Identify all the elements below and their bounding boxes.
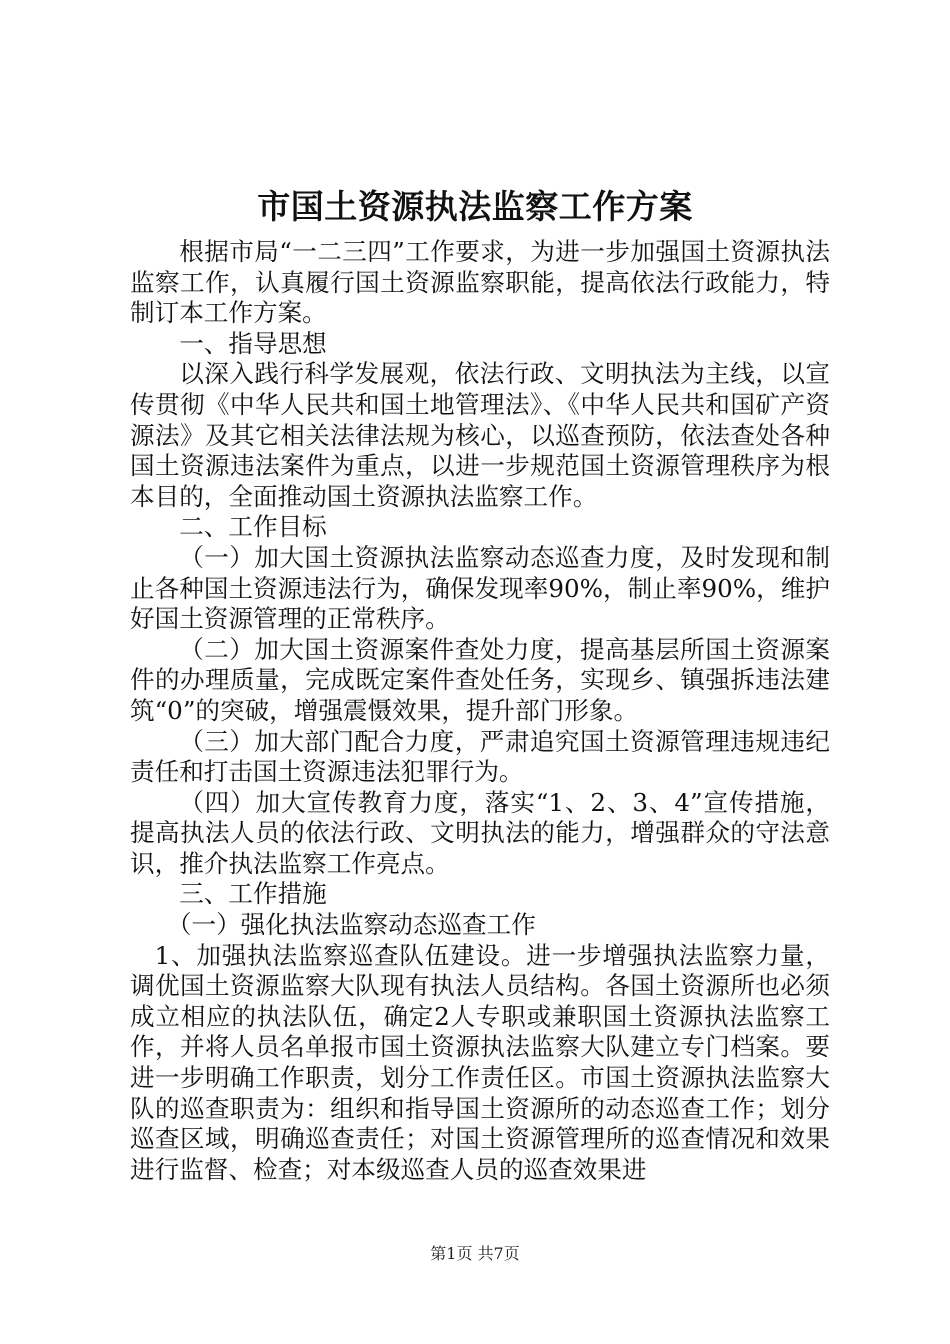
document-body [130,237,830,1185]
subsection-heading-patrol: （一）强化执法监察动态巡查工作 [166,910,536,940]
goal-item-1: （一）加大国土资源执法监察动态巡查力度，及时发现和制止各种国土资源违法行为，确保发现率90%，制止率90%，维护好国土资源管理的正常秩序。 [130,542,830,634]
intro-paragraph: 根据市局“一二三四”工作要求，为进一步加强国土资源执法监察工作，认真履行国土资源监察职能，提高依法行政能力，特制订本工作方案。 [130,237,830,328]
goal-item-4: （四）加大宣传教育力度，落实“1、2、3、4”宣传措施，提高执法人员的依法行政、文明执法的能力，增强群众的守法意识，推介执法监察工作亮点。 [130,787,830,878]
goal-item-2: （二）加大国土资源案件查处力度，提高基层所国土资源案件的办理质量，完成既定案件查处任务，实现乡、镇强拆违法建筑“0”的突破，增强震慑效果，提升部门形象。 [130,634,830,725]
section-heading-guiding-ideology: 一、指导思想 [179,328,327,358]
guiding-ideology-paragraph: 以深入践行科学发展观，依法行政、文明执法为主线，以宣传贯彻《中华人民共和国土地管理法》、《中华人民共和国矿产资源法》及其它相关法律法规为核心，以巡查预防，依法查处各种国土资源违法案件为重点，以进一步规范国土资源管理秩序为根本目的，全面推动国土资源执法监察工作。 [130,359,830,511]
page-footer: 第1页 共7页 [430,1244,520,1263]
goal-item-3: （三）加大部门配合力度，严肃追究国土资源管理违规违纪责任和打击国土资源违法犯罪行为。 [130,726,830,787]
section-heading-work-measures: 三、工作措施 [179,879,327,909]
measure-paragraph-1: 1、加强执法监察巡查队伍建设。进一步增强执法监察力量，调优国土资源监察大队现有执法人员结构。各国土资源所也必须成立相应的执法队伍，确定2人专职或兼职国土资源执法监察工作，并将人员名单报市国土资源执法监察大队建立专门档案。要进一步明确工作职责，划分工作责任区。市国土资源执法监察大队的巡查职责为：组织和指导国土资源所的动态巡查工作；划分巡查区域，明确巡查责任；对国土资源管理所的巡查情况和效果进行监督、检查；对本级巡查人员的巡查效果进 [130,940,830,1184]
document-title: 市国土资源执法监察工作方案 [257,187,693,226]
section-heading-work-goals: 二、工作目标 [179,512,327,542]
